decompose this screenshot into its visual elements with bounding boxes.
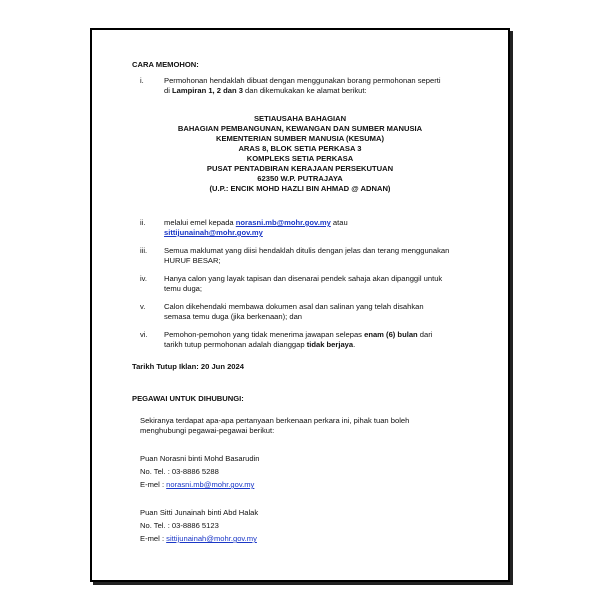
item-number: iii. [140,246,148,255]
item-text: tarikh tutup permohonan adalah dianggap tidak berjaya. [164,340,356,349]
contact-intro: menghubungi pegawai-pegawai berikut: [140,426,275,435]
address-line: BAHAGIAN PEMBANGUNAN, KEWANGAN DAN SUMBER MANUSIA [177,124,423,133]
contact-phone: No. Tel. : 03-8886 5288 [140,467,219,476]
section-heading-contacts: PEGAWAI UNTUK DIHUBUNGI: [132,394,244,403]
email-link[interactable]: norasni.mb@mohr.gov.my [166,480,255,489]
address-line: KOMPLEKS SETIA PERKASA [246,154,354,163]
contact-name: Puan Sitti Junainah binti Abd Halak [140,508,259,517]
item-text: temu duga; [164,284,202,293]
item-text: melalui emel kepada norasni.mb@mohr.gov.my atau [164,218,348,227]
item-text: Permohonan hendaklah dibuat dengan menggunakan borang permohonan seperti [164,76,441,85]
item-text: di Lampiran 1, 2 dan 3 dan dikemukakan ke alamat berikut: [164,86,367,95]
attachment-reference: Lampiran 1, 2 dan 3 [172,86,243,95]
item-text [164,228,263,238]
address-line: SETIAUSAHA BAHAGIAN [253,114,347,123]
email-link[interactable]: sittijunainah@mohr.gov.my [164,228,263,237]
address-line: 62350 W.P. PUTRAJAYA [257,174,343,183]
item-number: iv. [140,274,148,283]
email-link[interactable]: sittijunainah@mohr.gov.my [166,534,257,543]
contact-email-row: E-mel : norasni.mb@mohr.gov.my [140,480,255,489]
item-number: ii. [140,218,146,227]
address-line: PUSAT PENTADBIRAN KERAJAAN PERSEKUTUAN [206,164,394,173]
address-line: ARAS 8, BLOK SETIA PERKASA 3 [238,144,362,153]
contact-intro: Sekiranya terdapat apa-apa pertanyaan berkenaan perkara ini, pihak tuan boleh [140,416,410,425]
document-page [90,28,510,582]
item-text: Calon dikehendaki membawa dokumen asal dan salinan yang telah disahkan [164,302,424,311]
item-number: vi. [140,330,148,339]
item-text: Hanya calon yang layak tapisan dan disenarai pendek sahaja akan dipanggil untuk [164,274,443,283]
section-heading-cara-memohon: CARA MEMOHON: [132,60,199,69]
item-text: Pemohon-pemohon yang tidak menerima jawapan selepas enam (6) bulan dari [164,330,433,339]
contact-phone: No. Tel. : 03-8886 5123 [140,521,219,530]
email-link[interactable]: norasni.mb@mohr.gov.my [235,218,331,227]
contact-email-row: E-mel : sittijunainah@mohr.gov.my [140,534,257,543]
item-number: v. [140,302,146,311]
address-line: KEMENTERIAN SUMBER MANUSIA (KESUMA) [215,134,385,143]
item-text: HURUF BESAR; [164,256,221,265]
contact-name: Puan Norasni binti Mohd Basarudin [140,454,260,463]
item-text: semasa temu duga (jika berkenaan); dan [164,312,303,321]
item-number: i. [140,76,144,85]
item-text: Semua maklumat yang diisi hendaklah ditulis dengan jelas dan terang menggunakan [164,246,450,255]
address-line: (U.P.: ENCIK MOHD HAZLI BIN AHMAD @ ADNAN) [209,184,391,193]
closing-date: Tarikh Tutup Iklan: 20 Jun 2024 [132,362,244,371]
